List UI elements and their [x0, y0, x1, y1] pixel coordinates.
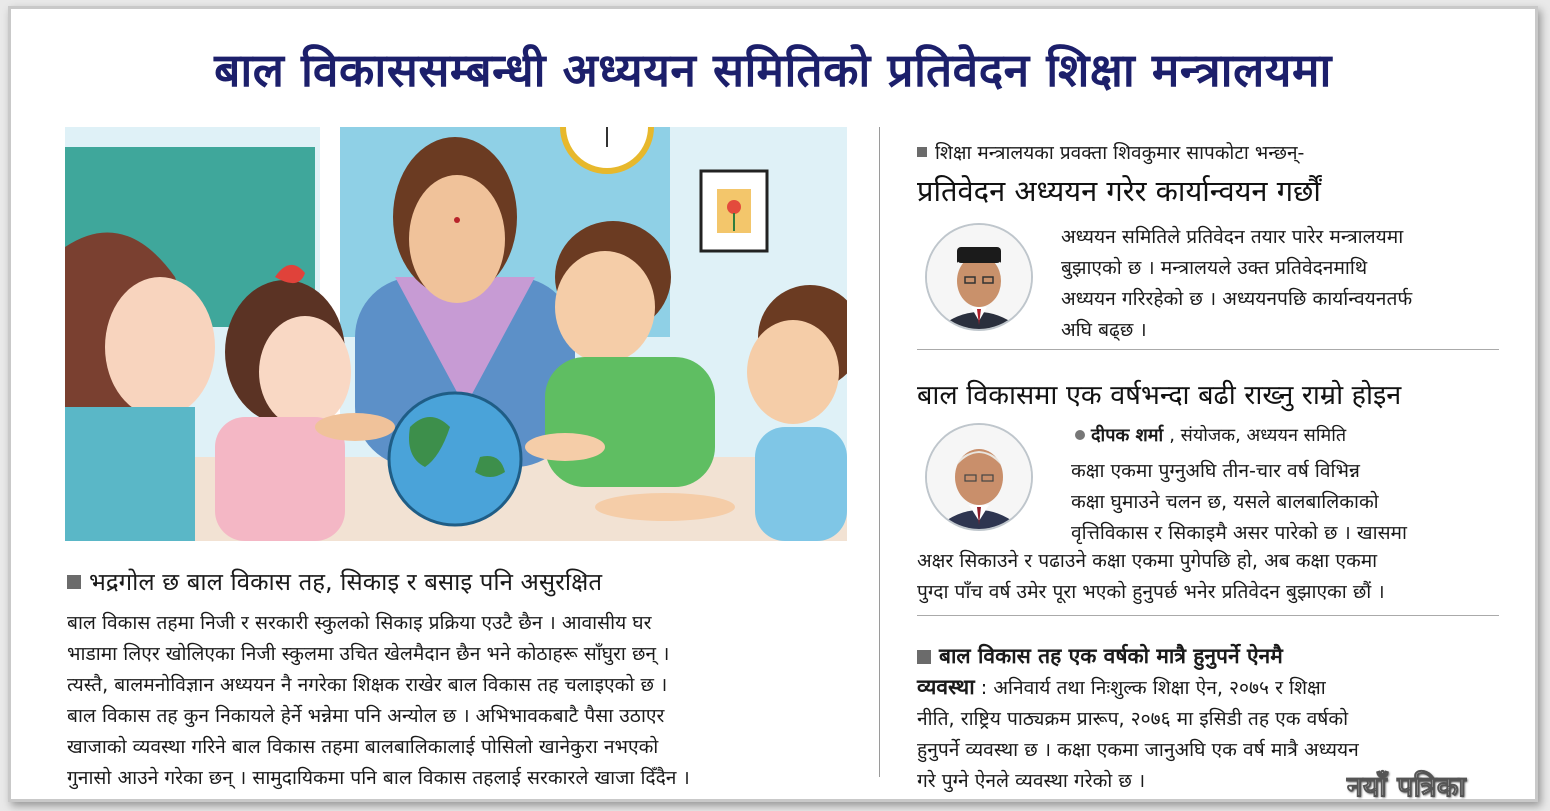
- quote-line: बुझाएको छ । मन्त्रालयले उक्त प्रतिवेदनमाथि: [1061, 256, 1368, 279]
- quote-line: अघि बढ्छ ।: [1061, 318, 1147, 341]
- headline: बाल विकाससम्बन्धी अध्ययन समितिको प्रतिवेदन शिक्षा मन्त्रालयमा: [214, 43, 1332, 97]
- body-line: खाजाको व्यवस्था गरिने बाल विकास तहमा बालबालिकालाई पोसिलो खानेकुरा नभएको: [67, 735, 659, 758]
- column-divider: [879, 127, 880, 777]
- round-bullet-icon: [1075, 430, 1085, 440]
- body-line: नीति, राष्ट्रिय पाठ्यक्रम प्रारूप, २०७६ मा इसिडी तह एक वर्षको: [917, 707, 1349, 730]
- left-subheading: भद्रगोल छ बाल विकास तह, सिकाइ र बसाइ पनि असुरक्षित: [67, 565, 602, 598]
- law-provision-heading: बाल विकास तह एक वर्षको मात्रै हुनुपर्ने ऐनमै: [939, 644, 1283, 668]
- body-line: भाडामा लिएर खोलिएका निजी स्कुलमा उचित खेलमैदान छैन भने कोठाहरू साँघुरा छन् ।: [67, 642, 670, 665]
- body-line: : अनिवार्य तथा निःशुल्क शिक्षा ऐन, २०७५ र शिक्षा: [974, 676, 1326, 699]
- quote-line: अध्ययन समितिले प्रतिवेदन तयार पारेर मन्त्रालयमा: [1061, 225, 1404, 248]
- body-line: गुनासो आउने गरेका छन् । सामुदायिकमा पनि बाल विकास तहलाई सरकारले खाजा दिँदैन ।: [67, 766, 690, 789]
- spokesperson-kicker: शिक्षा मन्त्रालयका प्रवक्ता शिवकुमार सापकोटा भन्छन्-: [917, 139, 1304, 165]
- coordinator-quote: [1071, 455, 1407, 548]
- square-bullet-icon: [917, 147, 927, 157]
- body-line: हुनुपर्ने व्यवस्था छ । कक्षा एकमा जानुअघि एक वर्ष मात्रै अध्ययन: [917, 738, 1359, 761]
- coordinator-title: बाल विकासमा एक वर्षभन्दा बढी राख्नु राम्रो होइन: [917, 380, 1402, 411]
- section-divider: [917, 615, 1499, 616]
- body-line: बाल विकास तहमा निजी र सरकारी स्कुलको सिकाइ प्रक्रिया एउटै छैन । आवासीय घर: [67, 611, 652, 634]
- spokesperson-title: प्रतिवेदन अध्ययन गरेर कार्यान्वयन गर्छौं: [917, 174, 1321, 208]
- spokesperson-photo: [925, 223, 1033, 331]
- body-line: गरे पुग्ने ऐनले व्यवस्था गरेको छ ।: [917, 769, 1146, 792]
- quote-line: वृत्तिविकास र सिकाइमै असर पारेको छ । खासमा: [1071, 521, 1407, 544]
- coordinator-photo: [925, 423, 1033, 531]
- coordinator-quote-continued: [917, 545, 1385, 607]
- globe-icon: [389, 393, 521, 525]
- square-bullet-icon: [67, 575, 81, 589]
- quote-line: अध्ययन गरिरहेको छ । अध्ययनपछि कार्यान्वयनतर्फ: [1061, 287, 1413, 310]
- quote-line: कक्षा घुमाउने चलन छ, यसले बालबालिकाको: [1071, 490, 1379, 513]
- square-bullet-icon: [917, 650, 931, 664]
- body-line: बाल विकास तह कुन निकायले हेर्ने भन्नेमा पनि अन्योल छ । अभिभावकबाटै पैसा उठाएर: [67, 704, 665, 727]
- newspaper-clipping: [8, 6, 1538, 802]
- classroom-illustration: [65, 127, 847, 541]
- newspaper-brand-logo: नयाँ पत्रिका: [1347, 770, 1467, 803]
- spokesperson-quote: [1061, 221, 1412, 345]
- coordinator-byline: [1075, 423, 1346, 447]
- law-provision-heading-end: व्यवस्था: [917, 675, 975, 699]
- flower-picture-icon: [701, 171, 767, 251]
- coordinator-role: , संयोजक, अध्ययन समिति: [1169, 425, 1347, 446]
- left-article-body: [67, 607, 867, 793]
- coordinator-name: दीपक शर्मा: [1091, 425, 1164, 446]
- quote-line: पुग्दा पाँच वर्ष उमेर पूरा भएको हुनुपर्छ भनेर प्रतिवेदन बुझाएका छौं ।: [917, 580, 1385, 603]
- quote-line: अक्षर सिकाउने र पढाउने कक्षा एकमा पुगेपछि हो, अब कक्षा एकमा: [917, 549, 1378, 572]
- body-line: त्यस्तै, बालमनोविज्ञान अध्ययन नै नगरेका शिक्षक राखेर बाल विकास तह चलाइएको छ ।: [67, 673, 668, 696]
- quote-line: कक्षा एकमा पुग्नुअघि तीन-चार वर्ष विभिन्न: [1071, 459, 1360, 482]
- section-divider: [917, 349, 1499, 350]
